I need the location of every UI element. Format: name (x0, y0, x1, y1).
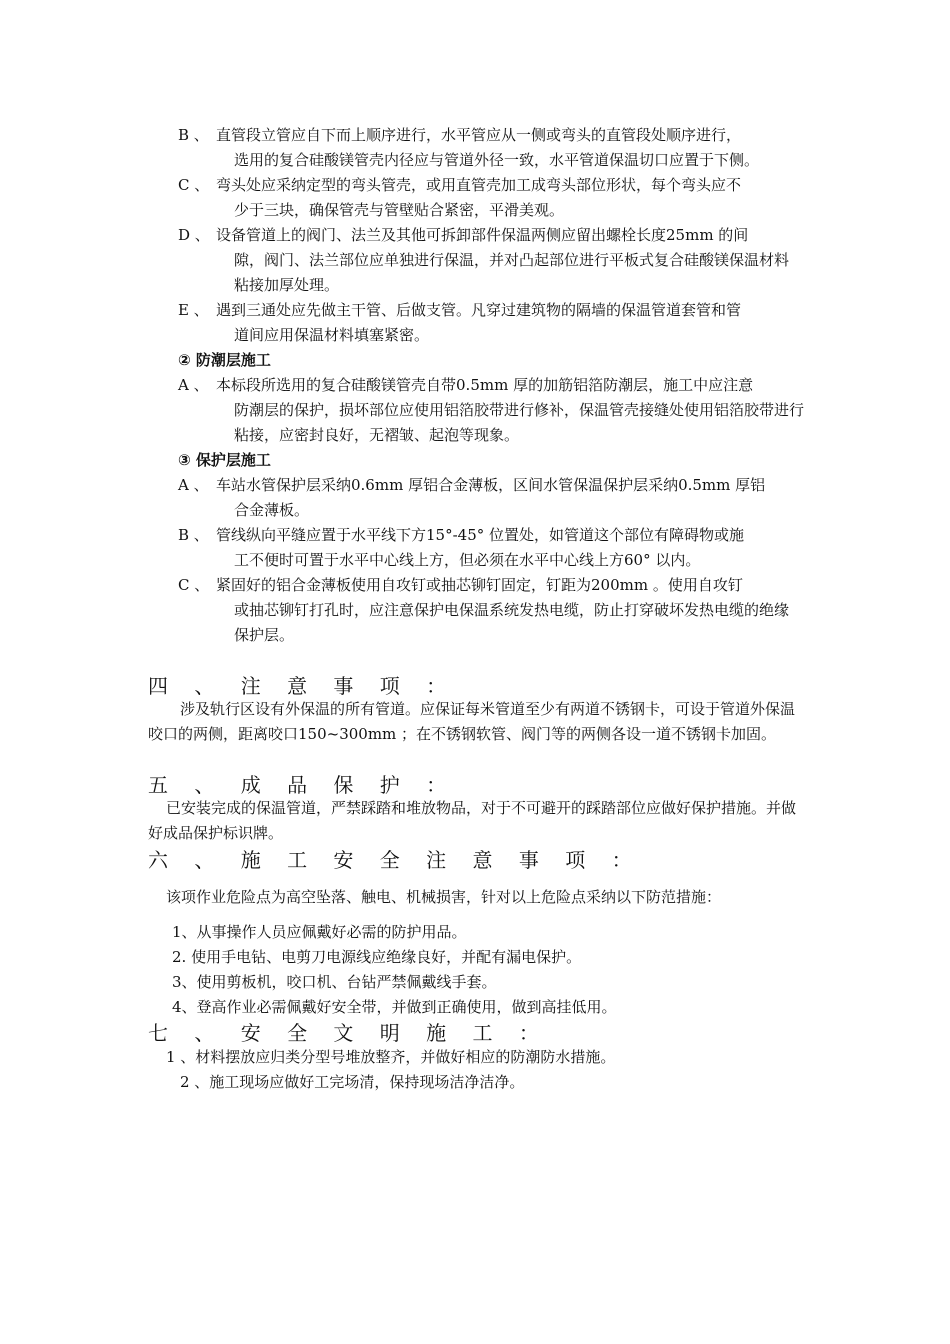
list-item-e (178, 298, 818, 348)
item-label: C 、 (178, 176, 210, 194)
item-label: A 、 (178, 376, 209, 394)
section-intro-safety: 该项作业危险点为高空坠落、触电、机械损害，针对以上危险点采纳以下防范措施： (166, 888, 722, 906)
list-item-d (178, 223, 818, 298)
section-heading-product-protection: 五 、 成 品 保 护 ： (148, 773, 457, 797)
item-text-cont: 合金薄板。 (234, 501, 310, 519)
item-label: C 、 (178, 576, 210, 594)
item-text-cont: 选用的复合硅酸镁管壳内径应与管道外径一致，水平管道保温切口应置于下侧。 (234, 151, 760, 169)
item-text-cont: 隙，阀门、法兰部位应单独进行保温，并对凸起部位进行平板式复合硅酸镁保温材料粘接加厚处理。 (234, 251, 790, 294)
list-item-b (178, 123, 818, 173)
subheading-protective-layer: ③ 保护层施工 (178, 451, 271, 469)
item-text: 弯头处应采纳定型的弯头管壳，或用直管壳加工成弯头部位形状，每个弯头应不 (216, 176, 742, 194)
list-item: 1 、材料摆放应归类分型号堆放整齐，并做好相应的防潮防水措施。 (166, 1048, 616, 1066)
list-item: 1、从事操作人员应佩戴好必需的防护用品。 (172, 923, 467, 941)
item-text: 管线纵向平缝应置于水平线下方15°-45° 位置处，如管道这个部位有障碍物或施 (216, 526, 745, 544)
item-text: 紧固好的铝合金薄板使用自攻钉或抽芯铆钉固定，钉距为200mm 。使用自攻钉 (216, 576, 743, 594)
list-item: 4、登高作业必需佩戴好安全带，并做到正确使用，做到高挂低用。 (172, 998, 617, 1016)
list-item-c (178, 573, 818, 648)
item-label: E 、 (178, 301, 209, 319)
list-item: 3、使用剪板机，咬口机、台钻严禁佩戴线手套。 (172, 973, 497, 991)
section-heading-notes: 四 、 注 意 事 项 ： (148, 674, 457, 698)
item-text: 遇到三通处应先做主干管、后做支管。凡穿过建筑物的隔墙的保温管道套管和管 (216, 301, 742, 319)
item-text: 设备管道上的阀门、法兰及其他可拆卸部件保温两侧应留出螺栓长度25mm 的间 (216, 226, 749, 244)
item-label: A 、 (178, 476, 209, 494)
list-item: 2. 使用手电钻、电剪刀电源线应绝缘良好，并配有漏电保护。 (172, 948, 582, 966)
list-item-b (178, 523, 818, 573)
section-heading-civilized-construction: 七 、 安 全 文 明 施 工 ： (148, 1021, 549, 1045)
list-item-a (178, 473, 818, 523)
item-text-cont: 防潮层的保护，损坏部位应使用铝箔胶带进行修补，保温管壳接缝处使用铝箔胶带进行粘接，应密封良好，无褶皱、起泡等现象。 (234, 401, 805, 444)
item-text: 车站水管保护层采纳0.6mm 厚铝合金薄板，区间水管保温保护层采纳0.5mm 厚铝 (216, 476, 766, 494)
item-label: B 、 (178, 126, 209, 144)
item-text-cont: 道间应用保温材料填塞紧密。 (234, 326, 430, 344)
subheading-moisture-layer: ② 防潮层施工 (178, 351, 271, 369)
item-text: 本标段所选用的复合硅酸镁管壳自带0.5mm 厚的加筋铝箔防潮层，施工中应注意 (216, 376, 754, 394)
item-text: 直管段立管应自下而上顺序进行，水平管应从一侧或弯头的直管段处顺序进行， (216, 126, 742, 144)
item-text-cont: 少于三块，确保管壳与管壁贴合紧密，平滑美观。 (234, 201, 565, 219)
item-text-cont: 或抽芯铆钉打孔时，应注意保护电保温系统发热电缆，防止打穿破坏发热电缆的绝缘保护层。 (234, 601, 790, 644)
list-item-a (178, 373, 818, 448)
section-heading-safety: 六 、 施 工 安 全 注 意 事 项 ： (148, 848, 642, 872)
item-label: B 、 (178, 526, 209, 544)
section-text-notes: 涉及轨行区设有外保温的所有管道。应保证每米管道至少有两道不锈钢卡，可设于管道外保温咬口的两侧，距离咬口150~300mm ；在不锈钢软管、阀门等的两侧各设一道不锈钢卡加固。 (148, 700, 796, 743)
list-item: 2 、施工现场应做好工完场清，保持现场洁净洁净。 (180, 1073, 525, 1091)
item-label: D 、 (178, 226, 210, 244)
list-item-c (178, 173, 818, 223)
section-text-product-protection: 已安装完成的保温管道，严禁踩踏和堆放物品，对于不可避开的踩踏部位应做好保护措施。并做好成品保护标识牌。 (148, 799, 797, 842)
item-text-cont: 工不便时可置于水平中心线上方，但必须在水平中心线上方60° 以内。 (234, 551, 701, 569)
